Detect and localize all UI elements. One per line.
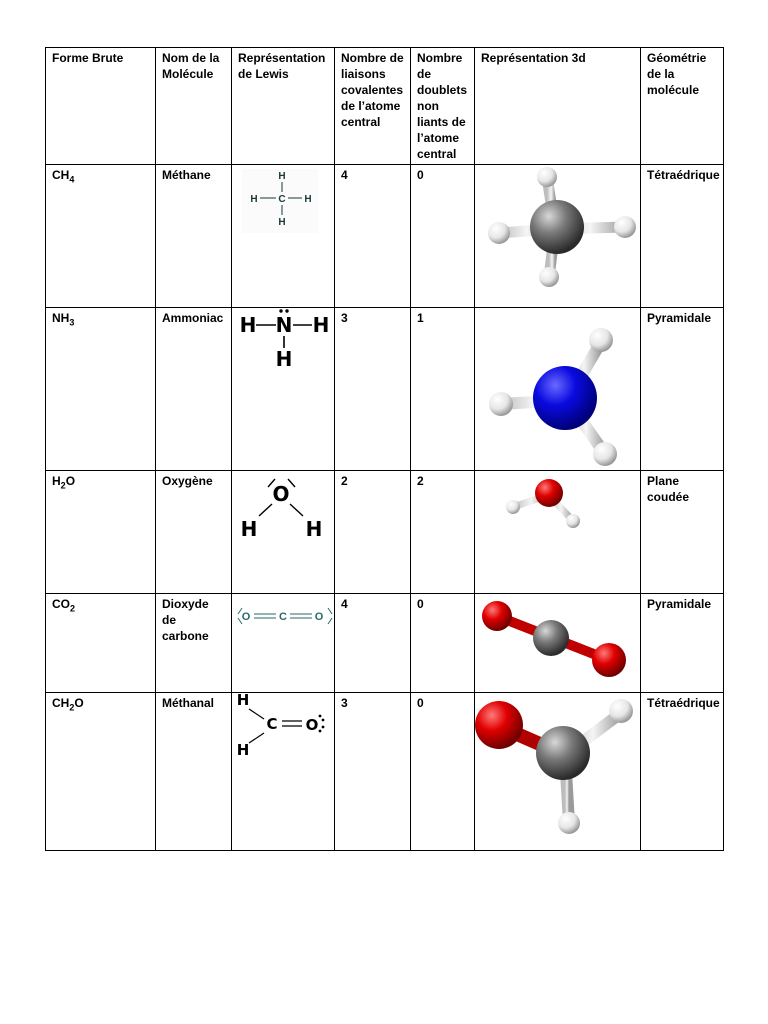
- table-row: [46, 471, 724, 594]
- header-lewis: Représentation de Lewis: [232, 48, 335, 165]
- lewis-atom: O: [241, 611, 251, 623]
- name-cell: Oxygène: [156, 471, 232, 594]
- name-cell: Dioxyde de carbone: [156, 594, 232, 693]
- header-bonds: Nombre de liaisons covalentes de l’atome central: [335, 48, 411, 165]
- geometry-cell: Pyramidale: [641, 594, 724, 693]
- lewis-water: [232, 471, 335, 593]
- lewis-atom: H: [250, 194, 258, 205]
- name-cell: Méthane: [156, 165, 232, 308]
- bonds-cell: 4: [335, 594, 411, 693]
- lewis-cell: [232, 165, 335, 308]
- lone-pairs-cell: 0: [411, 693, 475, 851]
- lewis-ammonia: [232, 308, 335, 470]
- lewis-atom: C: [278, 194, 286, 205]
- lewis-atom: H: [240, 517, 258, 541]
- lewis-atom: O: [305, 716, 319, 734]
- lewis-atom: C: [279, 611, 287, 623]
- model3d-ammonia: [475, 308, 641, 470]
- lewis-methanal: [232, 693, 335, 850]
- bonds-cell: 3: [335, 308, 411, 471]
- table-row: [46, 693, 724, 851]
- header-3d: Représentation 3d: [475, 48, 641, 165]
- geometry-cell: Tétraédrique: [641, 693, 724, 851]
- lewis-atom: O: [314, 611, 324, 623]
- model3d-cell: [475, 165, 641, 308]
- lewis-cell: [232, 693, 335, 851]
- formula-cell: $H_2O$: [46, 471, 156, 594]
- bonds-cell: 4: [335, 165, 411, 308]
- lewis-atom: H: [278, 171, 286, 182]
- model3d-cell: [475, 693, 641, 851]
- header-name: Nom de la Molécule: [156, 48, 232, 165]
- model3d-cell: [475, 471, 641, 594]
- lewis-atom: N: [275, 313, 293, 337]
- formula-cell: $CH_4$: [46, 165, 156, 308]
- header-row: [46, 48, 724, 165]
- header-lone-pairs: Nombre de doublets non liants de l’atome central: [411, 48, 475, 165]
- lewis-cell: [232, 308, 335, 471]
- formula-cell: $NH_3$: [46, 308, 156, 471]
- lewis-atom: C: [266, 715, 278, 733]
- lone-pairs-cell: 0: [411, 594, 475, 693]
- geometry-cell: Pyramidale: [641, 308, 724, 471]
- lone-pairs-cell: 1: [411, 308, 475, 471]
- molecule-table: [45, 47, 724, 851]
- lewis-atom: H: [236, 693, 250, 709]
- header-geometry: Géométrie de la molécule: [641, 48, 724, 165]
- lewis-atom: H: [312, 313, 330, 337]
- lewis-atom: H: [278, 217, 286, 228]
- name-cell: Ammoniac: [156, 308, 232, 471]
- lewis-atom: H: [239, 313, 257, 337]
- model3d-co2: [475, 594, 641, 692]
- model3d-methanal: [475, 693, 641, 850]
- table-row: [46, 165, 724, 308]
- formula-cell: $CO_2$: [46, 594, 156, 693]
- model3d-cell: [475, 594, 641, 693]
- lewis-co2: [232, 594, 335, 692]
- lewis-atom: H: [236, 741, 250, 759]
- lewis-atom: H: [275, 347, 293, 371]
- name-cell: Méthanal: [156, 693, 232, 851]
- formula-cell: $CH_2O$: [46, 693, 156, 851]
- table-row: [46, 308, 724, 471]
- geometry-cell: Tétraédrique: [641, 165, 724, 308]
- lewis-atom: H: [305, 517, 323, 541]
- geometry-cell: Plane coudée: [641, 471, 724, 594]
- lewis-cell: [232, 594, 335, 693]
- table-row: [46, 594, 724, 693]
- bonds-cell: 2: [335, 471, 411, 594]
- bonds-cell: 3: [335, 693, 411, 851]
- model3d-cell: [475, 308, 641, 471]
- lewis-methane: [232, 165, 335, 307]
- lewis-atom: O: [272, 482, 290, 506]
- lone-pairs-cell: 2: [411, 471, 475, 594]
- model3d-methane: [475, 165, 641, 307]
- lewis-atom: H: [304, 194, 312, 205]
- model3d-water: [475, 471, 641, 593]
- lone-pairs-cell: 0: [411, 165, 475, 308]
- header-formula: Forme Brute: [46, 48, 156, 165]
- lewis-cell: [232, 471, 335, 594]
